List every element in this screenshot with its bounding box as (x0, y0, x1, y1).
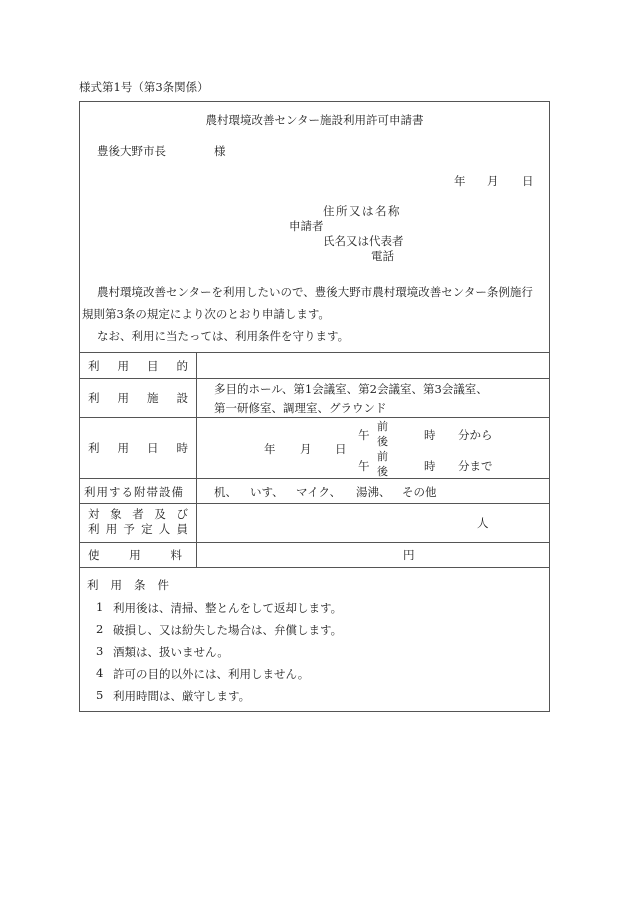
equipment-other[interactable]: その他 (402, 485, 437, 499)
equipment-desk[interactable]: 机、 (214, 485, 237, 499)
body-text-line3: なお、利用に当たっては、利用条件を守ります。 (97, 329, 350, 343)
condition-number: 5 (96, 688, 104, 702)
condition-number: 3 (96, 644, 104, 658)
conditions-title: 利 用 条 件 (87, 578, 169, 592)
use-month-field[interactable]: 月 (300, 442, 312, 456)
purpose-field[interactable] (198, 354, 548, 377)
equipment-chair[interactable]: いす、 (250, 485, 284, 499)
end-minute-field[interactable]: 分まで (458, 459, 493, 473)
condition-number: 2 (96, 622, 104, 636)
divider (79, 567, 550, 568)
use-year-field[interactable]: 年 (264, 442, 276, 456)
condition-text: 破損し、又は紛失した場合は、弁償します。 (113, 623, 343, 637)
facility-options-line2[interactable]: 第一研修室、調理室、グラウンド (214, 401, 387, 415)
divider (79, 478, 550, 479)
end-hour-field[interactable]: 時 (424, 459, 436, 473)
body-text-line1: 農村環境改善センターを利用したいので、豊後大野市農村環境改善センター条例施行 (97, 285, 533, 299)
facility-options-line1[interactable]: 多目的ホール、第1会議室、第2会議室、第3会議室、 (214, 382, 488, 396)
condition-number: 1 (96, 600, 104, 614)
fee-field[interactable] (198, 544, 548, 566)
condition-text: 酒類は、扱いません。 (113, 645, 229, 659)
equipment-microphone[interactable]: マイク、 (296, 485, 342, 499)
condition-text: 利用後は、清掃、整とんをして返却します。 (113, 601, 343, 615)
date-month-field[interactable]: 月 (487, 174, 499, 188)
end-ampm-prefix: 午 (358, 459, 370, 473)
purpose-label: 利 用 目 的 (88, 358, 188, 373)
use-day-field[interactable]: 日 (335, 442, 347, 456)
facility-label: 利 用 施 設 (88, 391, 188, 405)
start-minute-field[interactable]: 分から (458, 428, 493, 442)
divider (79, 503, 550, 504)
end-am-option[interactable]: 前 (377, 450, 388, 463)
persons-label: 対 象 者 及 び 利 用 予 定 人 員 (88, 507, 188, 536)
fee-unit: 円 (403, 548, 415, 562)
fee-label: 使 用 料 (88, 548, 182, 562)
condition-text: 利用時間は、厳守します。 (113, 689, 251, 703)
start-am-option[interactable]: 前 (377, 420, 388, 433)
date-day-field[interactable]: 日 (522, 174, 534, 188)
applicant-phone-label: 電話 (371, 249, 394, 263)
date-year-field[interactable]: 年 (454, 174, 466, 188)
addressee-suffix: 様 (214, 144, 226, 158)
condition-number: 4 (96, 666, 104, 680)
applicant-address-label: 住所又は名称 (323, 204, 401, 218)
equipment-label: 利用する附帯設備 (84, 485, 184, 499)
start-pm-option[interactable]: 後 (377, 435, 388, 448)
persons-field[interactable] (198, 505, 548, 541)
end-pm-option[interactable]: 後 (377, 465, 388, 478)
applicant-name-label: 氏名又は代表者 (323, 234, 404, 248)
form-title: 農村環境改善センター施設利用許可申請書 (205, 113, 424, 127)
start-ampm-prefix: 午 (358, 428, 370, 442)
body-text-line2: 規則第3条の規定により次のとおり申請します。 (82, 307, 330, 321)
condition-text: 許可の目的以外には、利用しません。 (113, 667, 310, 681)
start-hour-field[interactable]: 時 (424, 428, 436, 442)
persons-unit: 人 (477, 516, 489, 530)
equipment-kettle[interactable]: 湯沸、 (356, 485, 391, 499)
column-divider (196, 352, 197, 567)
addressee: 豊後大野市長 (97, 144, 166, 158)
form-number: 様式第1号（第3条関係） (79, 80, 209, 94)
datetime-label: 利 用 日 時 (88, 441, 188, 455)
applicant-label: 申請者 (289, 219, 324, 233)
